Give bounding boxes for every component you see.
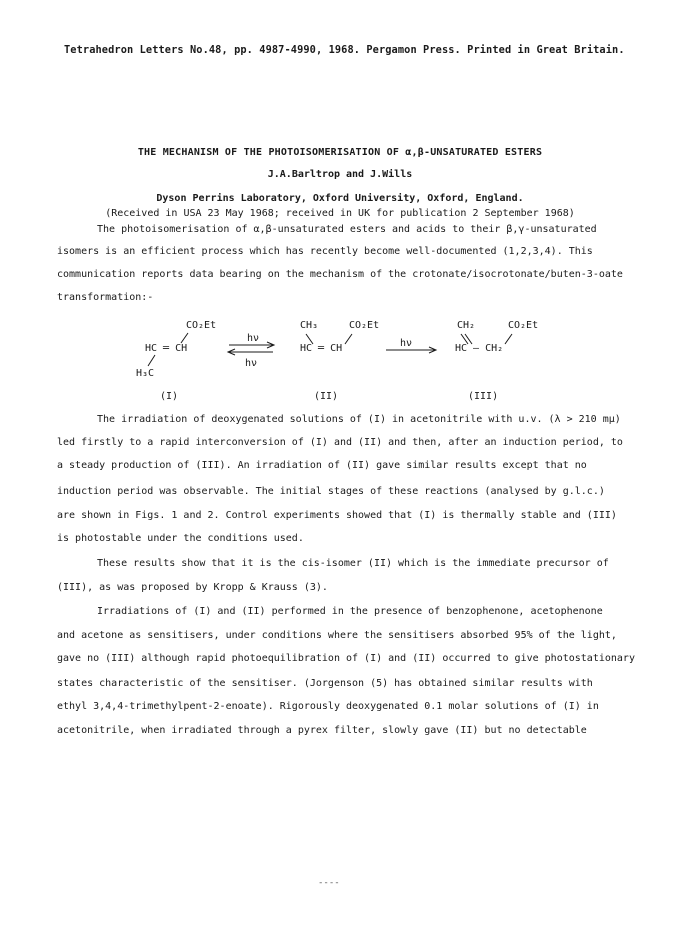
c1-h3c: H₃C (136, 368, 155, 379)
c3-ch2: CH₂ (457, 320, 476, 331)
c1-hc-ch: HC ═ CH (145, 343, 188, 354)
c2-hc-ch: HC ═ CH (300, 343, 343, 354)
c1-co2et: CO₂Et (186, 320, 217, 331)
body-line: acetonitrile, when irradiated through a pyrex filter, slowly gave (II) but no detectable (57, 725, 587, 736)
label-compound-2: (II) (314, 391, 339, 402)
article-title: THE MECHANISM OF THE PHOTOISOMERISATION OF α,β-UNSATURATED ESTERS (137, 147, 543, 158)
body-line: Irradiations of (I) and (II) performed in the presence of benzophenone, acetophenone (97, 606, 603, 617)
body-line: (III), as was proposed by Kropp & Krauss (3). (57, 582, 328, 593)
c3-co2et: CO₂Et (508, 320, 539, 331)
running-head: Tetrahedron Letters No.48, pp. 4987-4990, 1968. Pergamon Press. Printed in Great Britain. (64, 44, 625, 56)
body-line: transformation:- (57, 292, 154, 303)
c2-ch3: CH₃ (300, 320, 319, 331)
body-line: and acetone as sensitisers, under conditions where the sensitisers absorbed 95% of the light, (57, 630, 617, 641)
arrow-hv-right: hν (400, 338, 413, 349)
authors: J.A.Barltrop and J.Wills (267, 169, 413, 180)
received-dates: (Received in USA 23 May 1968; received in UK for publication 2 September 1968) (105, 208, 575, 219)
label-compound-1: (I) (160, 391, 179, 402)
page-footer-mark: ---- (318, 878, 340, 888)
body-line: communication reports data bearing on the mechanism of the crotonate/isocrotonate/buten-3-oate (57, 269, 623, 280)
body-line: a steady production of (III). An irradiation of (II) gave similar results except that no (57, 460, 587, 471)
body-line: The photoisomerisation of α,β-unsaturated esters and acids to their β,γ-unsaturated (97, 224, 597, 235)
c1-bond-lower (148, 355, 155, 366)
c1-bond-upper (181, 333, 188, 343)
arrow-hv-top: hν (247, 333, 260, 344)
body-line: induction period was observable. The initial stages of these reactions (analysed by g.l.c.) (57, 486, 605, 497)
c3-hc-ch2: HC — CH₂ (455, 343, 504, 354)
c3-bond-right (505, 334, 512, 344)
label-compound-3: (III) (468, 391, 499, 402)
c2-co2et: CO₂Et (349, 320, 380, 331)
c2-bond-right (345, 334, 352, 344)
body-line: gave no (III) although rapid photoequilibration of (I) and (II) occurred to give photostationary (57, 653, 635, 664)
body-line: states characteristic of the sensitiser. (Jorgenson (5) has obtained similar results with (57, 678, 593, 689)
affiliation: Dyson Perrins Laboratory, Oxford University, Oxford, England. (156, 193, 524, 204)
body-line: is photostable under the conditions used. (57, 533, 304, 544)
body-line: The irradiation of deoxygenated solutions of (I) in acetonitrile with u.v. (λ > 210 mμ) (97, 414, 621, 425)
body-line: ethyl 3,4,4-trimethylpent-2-enoate). Rigorously deoxygenated 0.1 molar solutions of (I) in (57, 701, 599, 712)
arrow-hv-bottom: hν (245, 358, 258, 369)
body-line: are shown in Figs. 1 and 2. Control experiments showed that (I) is thermally stable and (III) (57, 510, 617, 521)
body-line: isomers is an efficient process which has recently become well-documented (1,2,3,4). This (57, 246, 593, 257)
body-line: These results show that it is the cis-isomer (II) which is the immediate precursor of (97, 558, 609, 569)
body-line: led firstly to a rapid interconversion of (I) and (II) and then, after an induction period, to (57, 437, 623, 448)
